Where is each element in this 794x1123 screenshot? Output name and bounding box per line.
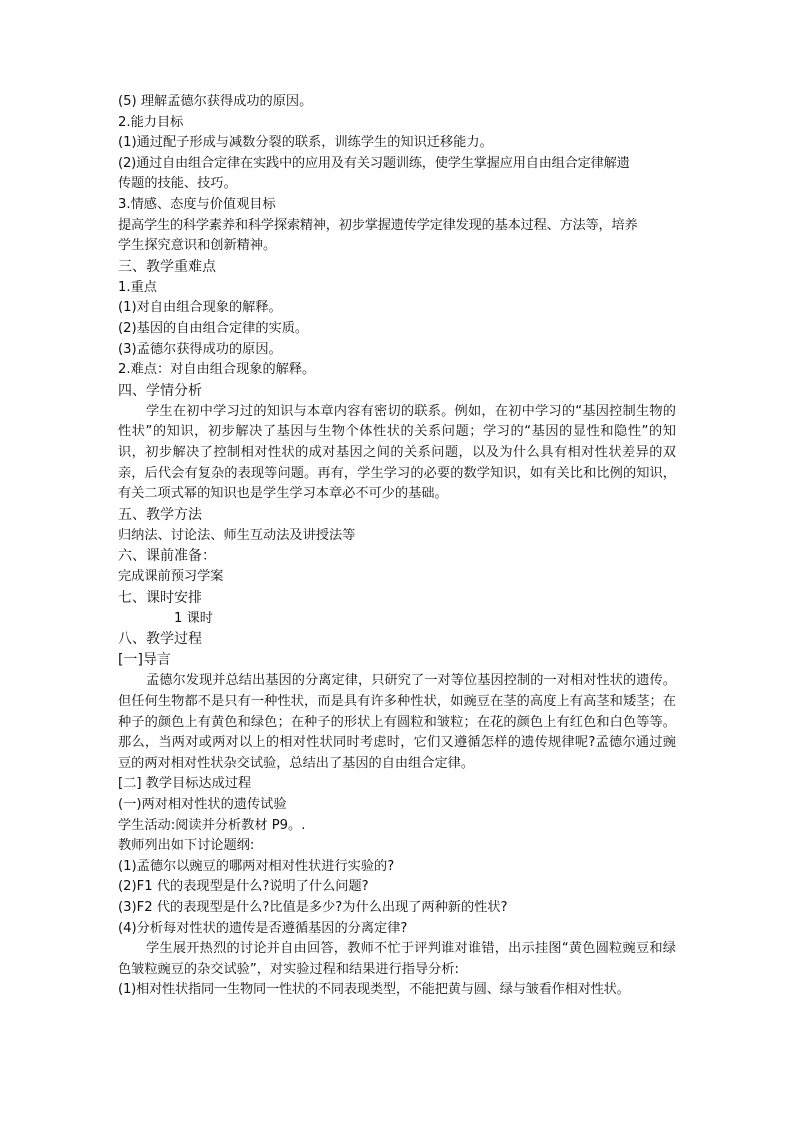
section-heading: 八、教学过程 <box>118 631 202 648</box>
text-line: (2)基因的自由组合定律的实质。 <box>118 320 309 336</box>
paragraph-daoyan: 孟德尔发现并总结出基因的分离定律，只研究了一对等位基因控制的一对相对性状的遗传。但任何生物都不是只有一种性状，而是具有许多种性状，如豌豆在茎的高度上有高茎和矮茎；在种子的颜色上有黄色和绿色；在种子的形状上有圆粒和皱粒；在花的颜色上有红色和白色等等。那么，当两对或两对以上的相对性状同时考虑时，它们又遵循怎样的遗传规律呢?孟德尔通过豌豆的两对相对性状杂交试验，总结出了基因的自由组合定律。 <box>118 673 676 771</box>
subsection-heading: [一]导言 <box>118 652 171 669</box>
section-heading: 七、课时安排 <box>118 589 202 606</box>
subheading: 2.能力目标 <box>118 114 184 130</box>
text-line: 学生活动:阅读并分析教材 P9。. <box>118 817 306 833</box>
text-line: (1)通过配子形成与减数分裂的联系，训练学生的知识迁移能力。 <box>118 135 493 151</box>
text-line: (3)F2 代的表现型是什么?比值是多少?为什么出现了两种新的性状? <box>118 900 508 915</box>
text-line: 2.难点：对自由组合现象的解释。 <box>118 362 316 378</box>
text-line: 完成课前预习学案 <box>118 569 224 585</box>
text-line: 1 课时 <box>174 610 213 626</box>
paragraph-xueqing: 学生在初中学习过的知识与本章内容有密切的联系。例如，在初中学习的“基因控制生物的性状”的知识，初步解决了基因与生物个体性状的关系问题；学习的“基因的显性和隐性”的知识，初步解决了控制相对性状的成对基因之间的关系问题，以及为什么具有相对性状差异的双亲，后代会有复杂的表现等问题。再有，学生学习的必要的数学知识，如有关比和比例的知识，有关二项式幂的知识也是学生学习本章必不可少的基础。 <box>118 403 676 502</box>
subheading: 1.重点 <box>118 279 157 295</box>
text-line: 归纳法、讨论法、师生互动法及讲授法等 <box>118 527 356 543</box>
section-heading: 四、学情分析 <box>118 382 202 399</box>
text-line: (5) 理解孟德尔获得成功的原因。 <box>118 94 313 109</box>
section-heading: 三、教学重难点 <box>118 258 216 275</box>
text-line: (2)F1 代的表现型是什么?说明了什么问题? <box>118 879 369 895</box>
subsection-heading: [二] 教学目标达成过程 <box>118 776 252 792</box>
subheading: 3.情感、态度与价值观目标 <box>118 196 276 212</box>
text-line: (4)分析每对性状的遗传是否遵循基因的分离定律? <box>118 920 408 936</box>
section-heading: 六、课前准备： <box>118 548 216 565</box>
subsection-heading: (一)两对相对性状的遗传试验 <box>118 797 287 813</box>
text-line: (2)通过自由组合定律在实践中的应用及有关习题训练，使学生掌握应用自由组合定律解遗 <box>118 155 630 171</box>
text-line: 提高学生的科学素养和科学探索精神，初步掌握遗传学定律发现的基本过程、方法等，培养 <box>118 217 638 233</box>
section-heading: 五、教学方法 <box>118 506 202 523</box>
text-line: (1)对自由组合现象的解释。 <box>118 300 282 316</box>
document-page <box>118 92 676 1001</box>
text-line: (3)孟德尔获得成功的原因。 <box>118 341 282 357</box>
text-line: (1)相对性状指同一生物同一性状的不同表现类型，不能把黄与圆、绿与皱看作相对性状。 <box>118 982 630 998</box>
text-line: 教师列出如下讨论题纲: <box>118 838 255 854</box>
text-line: (1)孟德尔以豌豆的哪两对相对性状进行实验的? <box>118 858 395 874</box>
text-line: 学生探究意识和创新精神。 <box>118 238 277 254</box>
text-line: 传题的技能、技巧。 <box>118 176 237 192</box>
paragraph-taolun: 学生展开热烈的讨论并自由回答，教师不忙于评判谁对谁错，出示挂图“黄色圆粒豌豆和绿色皱粒豌豆的杂交试验”，对实验过程和结果进行指导分析: <box>118 941 676 977</box>
